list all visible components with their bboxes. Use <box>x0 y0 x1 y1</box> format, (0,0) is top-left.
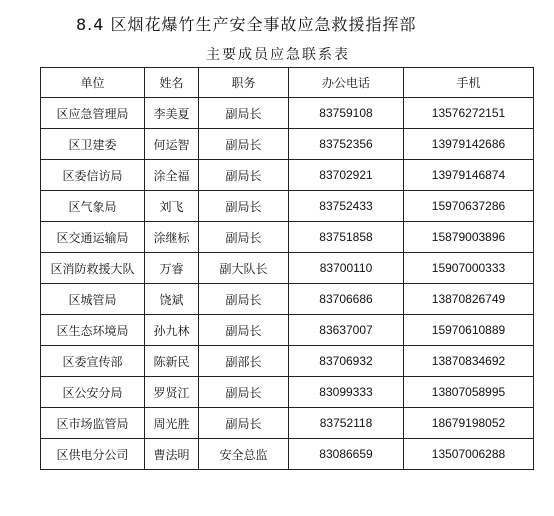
table-row <box>41 346 534 377</box>
cell-unit: 区城管局 <box>41 284 145 315</box>
cell-office-phone: 83752433 <box>289 191 404 222</box>
cell-mobile: 15970610889 <box>404 315 534 346</box>
cell-mobile: 15970637286 <box>404 191 534 222</box>
cell-office-phone: 83752118 <box>289 408 404 439</box>
cell-unit: 区交通运输局 <box>41 222 145 253</box>
cell-position: 安全总监 <box>199 439 289 470</box>
document-title: 8.4 区烟花爆竹生产安全事故应急救援指挥部 <box>76 15 417 34</box>
table-row <box>41 408 534 439</box>
cell-position: 副局长 <box>199 408 289 439</box>
table-row <box>41 129 534 160</box>
cell-name: 刘飞 <box>145 191 199 222</box>
contacts-table <box>40 67 534 470</box>
cell-name: 万睿 <box>145 253 199 284</box>
cell-mobile: 13870826749 <box>404 284 534 315</box>
cell-office-phone: 83700110 <box>289 253 404 284</box>
cell-office-phone: 83099333 <box>289 377 404 408</box>
cell-mobile: 13807058995 <box>404 377 534 408</box>
cell-name: 涂全福 <box>145 160 199 191</box>
cell-position: 副局长 <box>199 191 289 222</box>
cell-position: 副局长 <box>199 284 289 315</box>
cell-unit: 区市场监管局 <box>41 408 145 439</box>
cell-office-phone: 83751858 <box>289 222 404 253</box>
cell-name: 曹法明 <box>145 439 199 470</box>
cell-office-phone: 83086659 <box>289 439 404 470</box>
cell-unit: 区委信访局 <box>41 160 145 191</box>
cell-name: 周光胜 <box>145 408 199 439</box>
cell-mobile: 13507006288 <box>404 439 534 470</box>
table-row <box>41 222 534 253</box>
cell-name: 涂继标 <box>145 222 199 253</box>
cell-position: 副局长 <box>199 377 289 408</box>
cell-unit: 区供电分公司 <box>41 439 145 470</box>
header-position: 职务 <box>199 68 289 98</box>
cell-position: 副部长 <box>199 346 289 377</box>
table-header <box>41 68 534 98</box>
cell-position: 副局长 <box>199 222 289 253</box>
table-row <box>41 315 534 346</box>
table-row <box>41 377 534 408</box>
cell-office-phone: 83706686 <box>289 284 404 315</box>
cell-unit: 区气象局 <box>41 191 145 222</box>
cell-office-phone: 83637007 <box>289 315 404 346</box>
cell-position: 副局长 <box>199 98 289 129</box>
cell-mobile: 13870834692 <box>404 346 534 377</box>
cell-mobile: 13979142686 <box>404 129 534 160</box>
table-body <box>41 98 534 470</box>
table-row <box>41 191 534 222</box>
table-row <box>41 439 534 470</box>
cell-office-phone: 83752356 <box>289 129 404 160</box>
cell-name: 孙九林 <box>145 315 199 346</box>
cell-name: 陈新民 <box>145 346 199 377</box>
cell-office-phone: 83702921 <box>289 160 404 191</box>
cell-name: 何运智 <box>145 129 199 160</box>
cell-unit: 区公安分局 <box>41 377 145 408</box>
header-unit: 单位 <box>41 68 145 98</box>
cell-unit: 区生态环境局 <box>41 315 145 346</box>
header-mobile: 手机 <box>404 68 534 98</box>
cell-position: 副局长 <box>199 129 289 160</box>
cell-position: 副局长 <box>199 160 289 191</box>
table-row <box>41 98 534 129</box>
table-row <box>41 284 534 315</box>
table-row <box>41 253 534 284</box>
cell-mobile: 13979146874 <box>404 160 534 191</box>
cell-office-phone: 83759108 <box>289 98 404 129</box>
cell-mobile: 18679198052 <box>404 408 534 439</box>
table-row <box>41 160 534 191</box>
cell-mobile: 13576272151 <box>404 98 534 129</box>
cell-unit: 区消防救援大队 <box>41 253 145 284</box>
cell-unit: 区委宣传部 <box>41 346 145 377</box>
cell-position: 副局长 <box>199 315 289 346</box>
cell-name: 李美夏 <box>145 98 199 129</box>
cell-unit: 区应急管理局 <box>41 98 145 129</box>
header-row <box>41 68 534 98</box>
header-name: 姓名 <box>145 68 199 98</box>
cell-name: 罗贤江 <box>145 377 199 408</box>
cell-name: 饶斌 <box>145 284 199 315</box>
document-subtitle: 主要成员应急联系表 <box>206 47 350 63</box>
cell-unit: 区卫建委 <box>41 129 145 160</box>
header-office-phone: 办公电话 <box>289 68 404 98</box>
cell-office-phone: 83706932 <box>289 346 404 377</box>
cell-mobile: 15907000333 <box>404 253 534 284</box>
cell-position: 副大队长 <box>199 253 289 284</box>
cell-mobile: 15879003896 <box>404 222 534 253</box>
